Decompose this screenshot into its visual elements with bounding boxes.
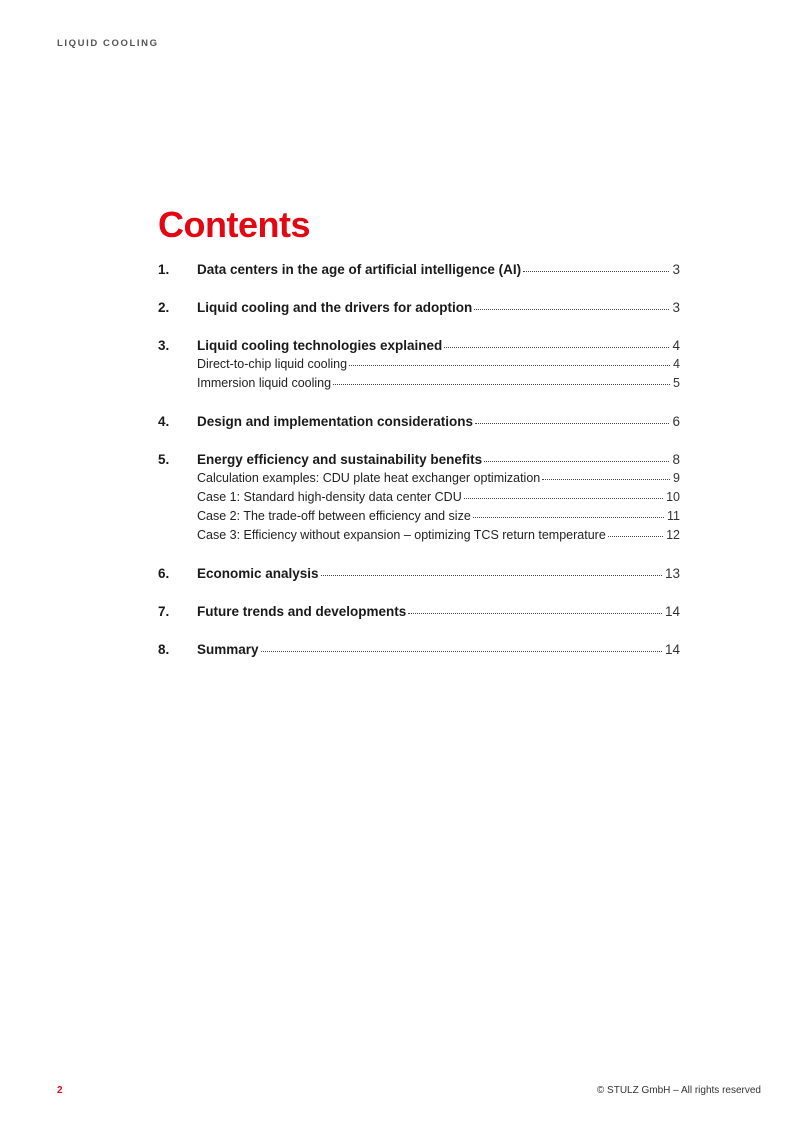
- toc-subentry-page: 5: [673, 376, 680, 390]
- toc-section: [158, 604, 680, 623]
- toc-leader-dots: [349, 365, 670, 366]
- toc-section: [158, 338, 680, 395]
- toc-entry-page: 3: [672, 262, 680, 277]
- toc-subentry-title: Calculation examples: CDU plate heat exchanger optimization: [197, 471, 541, 485]
- toc-subentry-page: 11: [667, 509, 680, 523]
- toc-entry-number: 5.: [158, 452, 170, 467]
- toc-entry-number: 2.: [158, 300, 170, 315]
- toc-entry-page: 4: [672, 338, 680, 353]
- toc-leader-dots: [484, 461, 669, 462]
- toc-subentry-page: 9: [673, 471, 680, 485]
- toc-entry-number: 8.: [158, 642, 170, 657]
- toc-entry-number: 7.: [158, 604, 170, 619]
- toc-subentry-title: Direct-to-chip liquid cooling: [197, 357, 348, 371]
- toc-subentry-page: 10: [666, 490, 680, 504]
- toc-subentry[interactable]: [158, 471, 680, 490]
- toc-section: [158, 566, 680, 585]
- toc-section: [158, 262, 680, 281]
- toc-subentry-title: Case 3: Efficiency without expansion – optimizing TCS return temperature: [197, 528, 606, 542]
- toc-entry-title: Design and implementation considerations: [197, 414, 474, 429]
- footer-copyright: © STULZ GmbH – All rights reserved: [596, 1085, 761, 1096]
- toc-entry[interactable]: [158, 642, 680, 661]
- running-header: LIQUID COOLING: [57, 38, 159, 49]
- toc-entry[interactable]: [158, 452, 680, 471]
- toc-leader-dots: [608, 536, 663, 537]
- toc-entry-page: 14: [664, 642, 680, 657]
- toc-entry-title: Data centers in the age of artificial intelligence (AI): [197, 262, 522, 277]
- toc-entry-number: 3.: [158, 338, 170, 353]
- toc-entry[interactable]: [158, 300, 680, 319]
- toc-entry[interactable]: [158, 338, 680, 357]
- toc-entry-page: 3: [672, 300, 680, 315]
- toc-entry-page: 13: [664, 566, 680, 581]
- toc-leader-dots: [542, 479, 670, 480]
- toc-entry-title: Liquid cooling and the drivers for adoption: [197, 300, 473, 315]
- toc-entry[interactable]: [158, 414, 680, 433]
- toc-leader-dots: [444, 347, 669, 348]
- toc-section: [158, 642, 680, 661]
- toc-entry-number: 6.: [158, 566, 170, 581]
- toc-entry[interactable]: [158, 262, 680, 281]
- toc-entry-page: 6: [672, 414, 680, 429]
- toc-entry-number: 1.: [158, 262, 170, 277]
- toc-leader-dots: [523, 271, 669, 272]
- toc-subentry[interactable]: [158, 357, 680, 376]
- page-title: Contents: [158, 204, 310, 245]
- toc-leader-dots: [474, 309, 669, 310]
- toc-entry-number: 4.: [158, 414, 170, 429]
- toc-section: [158, 300, 680, 319]
- toc-subentry-title: Case 2: The trade-off between efficiency and size: [197, 509, 471, 523]
- toc-section: [158, 452, 680, 547]
- footer-page-number: 2: [57, 1085, 63, 1096]
- toc-leader-dots: [261, 651, 662, 652]
- toc-entry[interactable]: [158, 566, 680, 585]
- toc-entry-page: 8: [672, 452, 680, 467]
- table-of-contents: [158, 262, 680, 680]
- toc-leader-dots: [473, 517, 664, 518]
- toc-leader-dots: [464, 498, 663, 499]
- toc-entry-title: Summary: [197, 642, 259, 657]
- toc-subentry[interactable]: [158, 509, 680, 528]
- toc-entry-title: Energy efficiency and sustainability benefits: [197, 452, 483, 467]
- toc-subentry[interactable]: [158, 376, 680, 395]
- toc-entry-page: 14: [664, 604, 680, 619]
- toc-entry-title: Economic analysis: [197, 566, 319, 581]
- toc-entry-title: Liquid cooling technologies explained: [197, 338, 443, 353]
- toc-subentry[interactable]: [158, 528, 680, 547]
- toc-leader-dots: [333, 384, 670, 385]
- toc-section: [158, 414, 680, 433]
- toc-entry-title: Future trends and developments: [197, 604, 407, 619]
- toc-leader-dots: [321, 575, 662, 576]
- toc-leader-dots: [408, 613, 662, 614]
- toc-subentry-title: Case 1: Standard high-density data center CDU: [197, 490, 462, 504]
- toc-subentry-page: 4: [673, 357, 680, 371]
- toc-subentry-title: Immersion liquid cooling: [197, 376, 332, 390]
- toc-entry[interactable]: [158, 604, 680, 623]
- toc-subentry[interactable]: [158, 490, 680, 509]
- toc-leader-dots: [475, 423, 669, 424]
- toc-subentry-page: 12: [666, 528, 680, 542]
